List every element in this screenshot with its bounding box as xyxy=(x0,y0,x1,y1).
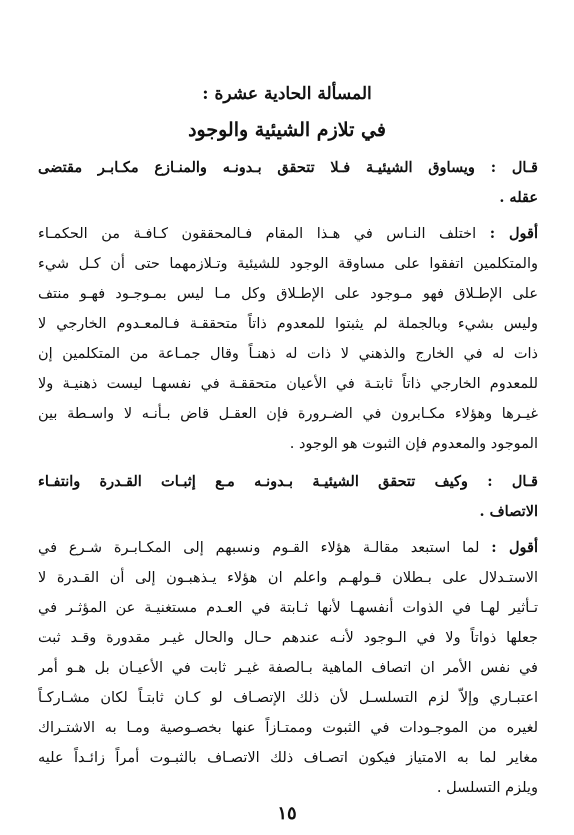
text-line: الموجود والمعدوم فإن الثبوت هو الوجود . xyxy=(289,436,538,452)
line-text: الاتصاف . xyxy=(479,503,538,520)
text-line xyxy=(38,533,538,563)
text-line: لغيره من الموجـودات في الثبوت وممتـازاً عنها بخصـوصية ومـا به الاشتـراك xyxy=(38,720,538,736)
text-line: غيـرها وهؤلاء مكـابرون في الضـرورة فإن العقـل قاض بـأنـه لا واسـطة بين xyxy=(38,406,538,422)
text-line: وليس بشيء وبالجملة لم يثبتوا للمعدوم ذاتاً متحققـة فـالمعـدوم الخارجي لا xyxy=(38,316,538,332)
line-text: اختلف النـاس في هـذا المقام فـالمحققون كـافـة من الحكمـاء xyxy=(38,226,477,242)
text-line xyxy=(38,219,538,249)
chapter-subheading: في تلازم الشيئية والوجود xyxy=(188,119,386,141)
text-line: ذات له في الخارج والذهني لا ذات له ذهنـاً وقال جمـاعة من المتكلمين إن xyxy=(38,346,538,362)
text-line: للمعدوم الخارجي ذاتاً ثابتـة في الأعيان متحققـة في نفسهـا ليست ذهنيـة ولا xyxy=(38,376,538,392)
commentary-lead: أقول : xyxy=(491,539,538,556)
text-line: ويلزم التسلسل . xyxy=(436,780,538,796)
text-line: في نفس الأمر ان اتصاف الماهية بـالصفة غيـر ثابت في الأعيـان بل هـو أمر xyxy=(38,660,538,676)
page-number: ١٥ xyxy=(277,803,297,824)
line-text: وكيف تتحقق الشيئيـة بـدونـه مـع إثبـات القـدرة وانتفـاء xyxy=(38,473,468,490)
text-line xyxy=(38,467,538,497)
statement-lead: قـال : xyxy=(487,473,538,490)
text-line: الاستـدلال على بـطلان قـولهـم واعلم ان هؤلاء يـذهبـون إلى أن القـدرة لا xyxy=(38,570,538,586)
text-line xyxy=(38,497,538,527)
commentary-lead: أقول : xyxy=(489,225,538,242)
text-line: مغاير لما به الامتياز فيكون اتصـاف ذلك الاتصـاف بالثبـوت أمراً زائـداً عليه xyxy=(38,750,538,766)
text-line xyxy=(38,183,538,213)
text-line: على الإطـلاق فهو مـوجود على الإطـلاق وكل مـا ليس بمـوجـود فهـو منتف xyxy=(38,286,538,302)
text-line xyxy=(38,153,538,183)
line-text: عقله . xyxy=(499,189,538,206)
chapter-heading: المسألة الحادية عشرة : xyxy=(202,84,372,104)
text-line: تـأثير لهـا في الذوات أنفسهـا لأنها ثـابتة في العـدم مستغنيـة عن المؤثـر في xyxy=(38,600,538,616)
statement-lead: قـال : xyxy=(490,159,538,176)
line-text: لما استبعد مقالـة هؤلاء القـوم ونسبهم إلى المكـابـرة شـرع في xyxy=(38,540,480,556)
text-line: اعتبـاري وإلاّ لزم التسلسـل لأن ذلك الإتصـاف لو كـان ثابتـاً لكان مشـاركـاً xyxy=(38,690,538,706)
text-line: والمتكلمين اتفقوا على مساوقة الوجود للشيئية وتـلازمهما حتى أن كـل شيء xyxy=(38,256,538,272)
text-line: جعلها ذواتاً ولا في الـوجود لأنـه عندهم حـال والحال غيـر مقدورة وقـد ثبت xyxy=(38,630,538,646)
line-text: ويساوق الشيئيـة فـلا تتحقق بـدونـه والمنـازع مكـابـر مقتضى xyxy=(38,159,475,176)
